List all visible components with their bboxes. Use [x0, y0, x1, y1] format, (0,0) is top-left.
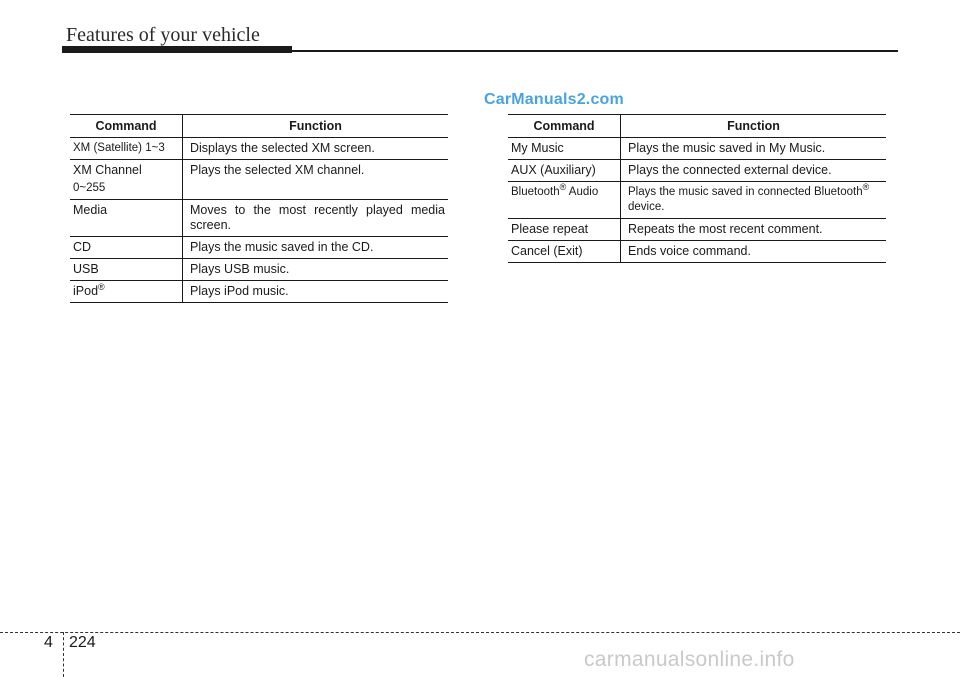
watermark-bottom: carmanualsonline.info — [584, 648, 795, 671]
function-text: Plays the music saved in connected Bluetooth — [628, 186, 863, 198]
function-cell: Plays USB music. — [183, 259, 449, 281]
table-row — [70, 237, 448, 259]
table-row — [70, 138, 448, 160]
function-cell: Ends voice command. — [621, 241, 887, 263]
footer-chapter-number: 4 — [44, 634, 53, 651]
command-cell — [70, 160, 183, 200]
registered-mark: ® — [559, 182, 567, 193]
command-cell: Please repeat — [508, 219, 621, 241]
table-row — [70, 160, 448, 200]
header-accent-bar — [62, 46, 292, 53]
function-cell: Repeats the most recent comment. — [621, 219, 887, 241]
table-row — [70, 281, 448, 303]
command-text: XM Channel — [73, 163, 142, 177]
command-cell: USB — [70, 259, 183, 281]
function-suffix: device. — [628, 201, 665, 213]
command-suffix: Audio — [566, 186, 599, 198]
column-header-command: Command — [508, 115, 621, 138]
table-row — [508, 182, 886, 219]
function-cell: Plays the connected external device. — [621, 160, 887, 182]
table-row — [508, 138, 886, 160]
command-cell: XM (Satellite) 1~3 — [70, 138, 183, 160]
command-cell — [508, 182, 621, 219]
page-header-title: Features of your vehicle — [66, 24, 260, 46]
column-header-command: Command — [70, 115, 183, 138]
registered-mark: ® — [862, 182, 870, 193]
command-cell: CD — [70, 237, 183, 259]
function-cell: Displays the selected XM screen. — [183, 138, 449, 160]
voice-command-table-left — [70, 114, 448, 303]
function-cell — [621, 182, 887, 219]
function-cell: Plays the selected XM channel. — [183, 160, 449, 200]
watermark-top: CarManuals2.com — [484, 91, 624, 108]
footer-dashed-rule — [0, 632, 960, 633]
footer-dashed-divider — [63, 632, 64, 677]
table-row — [508, 219, 886, 241]
function-cell: Plays iPod music. — [183, 281, 449, 303]
command-text: iPod — [73, 284, 99, 298]
command-cell: Cancel (Exit) — [508, 241, 621, 263]
table-header-row — [70, 115, 448, 138]
footer-page-number: 224 — [69, 634, 96, 651]
table-row — [70, 200, 448, 237]
column-header-function: Function — [621, 115, 887, 138]
column-header-function: Function — [183, 115, 449, 138]
command-cell — [70, 281, 183, 303]
command-subtext: 0~255 — [73, 182, 106, 194]
registered-mark: ® — [98, 281, 105, 292]
command-cell: AUX (Auxiliary) — [508, 160, 621, 182]
function-cell: Moves to the most recently played media screen. — [183, 200, 449, 237]
function-cell: Plays the music saved in My Music. — [621, 138, 887, 160]
table-row — [508, 241, 886, 263]
command-cell: My Music — [508, 138, 621, 160]
voice-command-table-right — [508, 114, 886, 263]
table-row — [508, 160, 886, 182]
command-text: Bluetooth — [511, 186, 560, 198]
table-row — [70, 259, 448, 281]
command-cell: Media — [70, 200, 183, 237]
function-cell: Plays the music saved in the CD. — [183, 237, 449, 259]
table-header-row — [508, 115, 886, 138]
